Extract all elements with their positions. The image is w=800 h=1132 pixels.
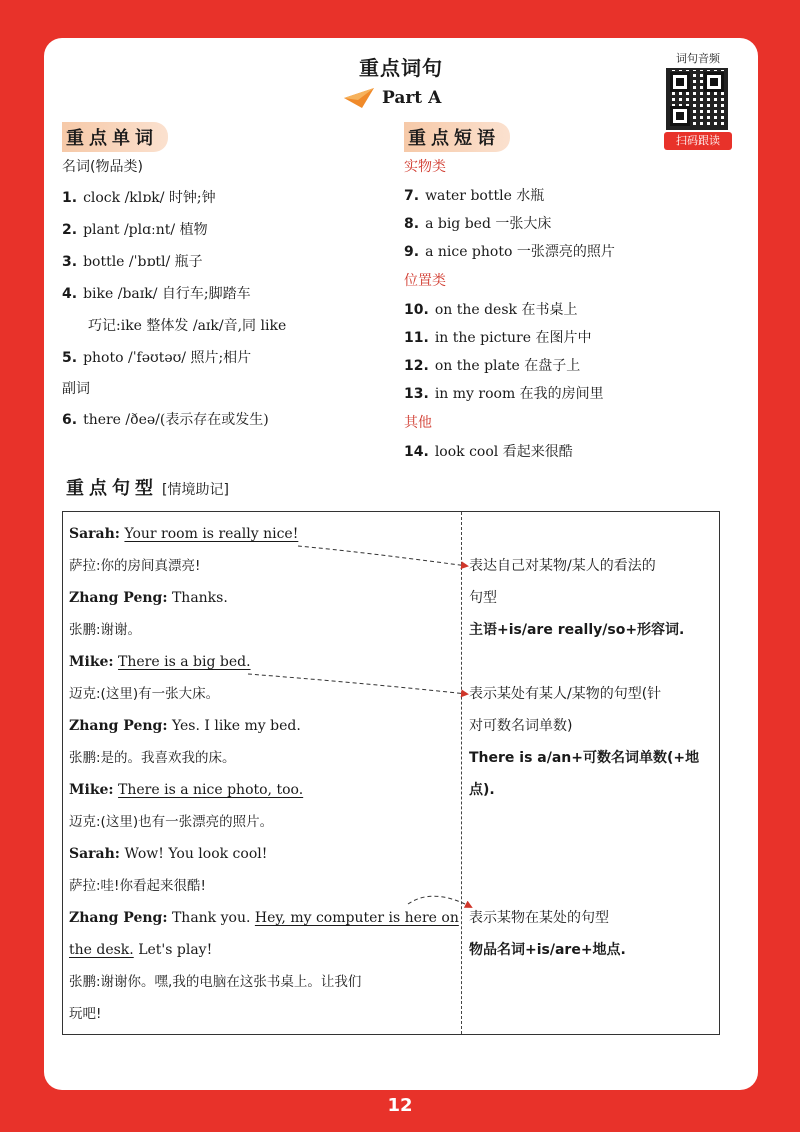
key-phrases-heading: 重点短语 [404, 122, 510, 152]
dialog-line: Mike: There is a nice photo, too. [69, 782, 304, 798]
dialog-translation: 迈克:(这里)有一张大床。 [69, 686, 220, 702]
part-heading [344, 88, 441, 108]
page-number: 12 [387, 1095, 413, 1116]
arrow-2 [248, 674, 467, 694]
dialog-translation: 张鹏:是的。我喜欢我的床。 [69, 750, 236, 766]
list-item: 7. water bottle 水瓶 [404, 188, 545, 204]
page-title: 重点词句 [359, 56, 443, 80]
arrow-1 [298, 546, 467, 566]
dialog-box [62, 511, 720, 1035]
scan-follow-button[interactable]: 扫码跟读 [664, 132, 732, 150]
arrow-3 [408, 896, 471, 907]
memory-tip: 巧记:ike 整体发 /aɪk/音,同 like [88, 318, 287, 334]
note-there-is: 表示某处有某人/某物的句型(针 对可数名词单数) There is a/an+可数名词单数(+地 点). [469, 686, 700, 798]
key-phrases-list [404, 152, 734, 466]
qr-label: 词句音频 [676, 52, 720, 65]
list-item: 9. a nice photo 一张漂亮的照片 [404, 244, 615, 260]
note-opinion: 表达自己对某物/某人的看法的 句型 主语+is/are really/so+形容词. [469, 558, 685, 638]
key-sentences-subtitle: [情境助记] [162, 482, 229, 498]
key-words-heading: 重点单词 [62, 122, 168, 152]
dialog-line: Zhang Peng: Thank you. Hey, my computer is here on [69, 910, 459, 926]
dialog-translation: 玩吧! [69, 1006, 102, 1022]
dialog-line: Sarah: Your room is really nice! [69, 526, 299, 542]
list-item: 14. look cool 看起来很酷 [404, 444, 573, 460]
dialog-line: the desk. Let's play! [69, 942, 213, 958]
dialog-line: Zhang Peng: Yes. I like my bed. [69, 718, 301, 734]
list-item: 4. bike /baɪk/ 自行车;脚踏车 [62, 286, 251, 302]
category-objects: 实物类 [404, 159, 446, 175]
dialog-translation: 张鹏:谢谢你。嘿,我的电脑在这张书桌上。让我们 [69, 974, 362, 990]
list-item: 10. on the desk 在书桌上 [404, 302, 578, 318]
category-nouns: 名词(物品类) [62, 159, 143, 175]
list-item: 11. in the picture 在图片中 [404, 330, 592, 346]
dialog-translation: 萨拉:你的房间真漂亮! [69, 558, 201, 574]
list-item: 5. photo /ˈfəʊtəʊ/ 照片;相片 [62, 350, 252, 366]
list-item: 12. on the plate 在盘子上 [404, 358, 581, 374]
dialog-line: Mike: There is a big bed. [69, 654, 251, 670]
dialog-translation: 萨拉:哇!你看起来很酷! [69, 878, 206, 894]
list-item: 8. a big bed 一张大床 [404, 216, 552, 232]
dialog-translation: 张鹏:谢谢。 [69, 622, 142, 638]
dashed-arrows [63, 512, 719, 1034]
note-location: 表示某物在某处的句型 物品名词+is/are+地点. [469, 910, 626, 958]
qr-code[interactable] [666, 68, 728, 130]
list-item: 2. plant /plɑːnt/ 植物 [62, 222, 208, 238]
dialog-line: Sarah: Wow! You look cool! [69, 846, 268, 862]
dialog-line: Zhang Peng: Thanks. [69, 590, 228, 606]
category-adverbs: 副词 [62, 381, 90, 397]
category-others: 其他 [404, 415, 432, 431]
part-label: Part A [382, 88, 442, 108]
page-sheet [44, 38, 758, 1090]
dialog-translation: 迈克:(这里)也有一张漂亮的照片。 [69, 814, 274, 830]
category-positions: 位置类 [404, 273, 446, 289]
list-item: 6. there /ðeə/(表示存在或发生) [62, 412, 269, 428]
key-words-list [62, 152, 402, 436]
key-sentences-heading: 重点句型 [情境助记] [66, 478, 229, 499]
list-item: 3. bottle /ˈbɒtl/ 瓶子 [62, 254, 203, 270]
list-item: 1. clock /klɒk/ 时钟;钟 [62, 190, 216, 206]
paper-plane-icon [344, 88, 374, 108]
list-item: 13. in my room 在我的房间里 [404, 386, 604, 402]
